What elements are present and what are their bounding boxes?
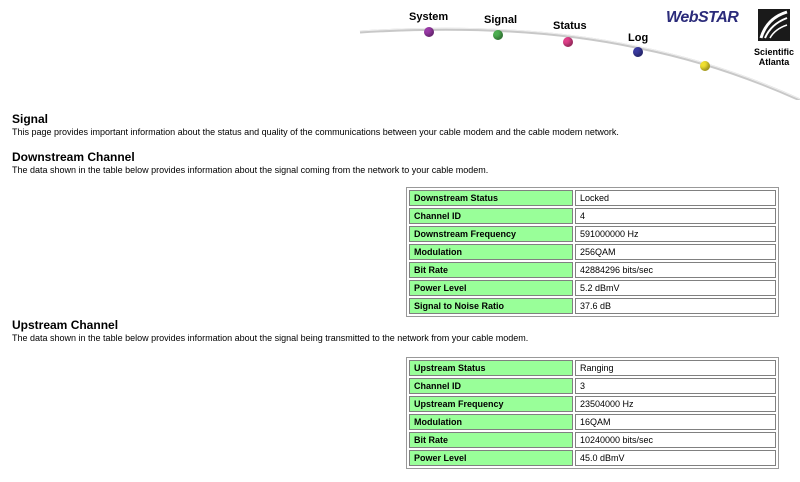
row-value: Ranging: [575, 360, 776, 376]
table-row: [409, 432, 776, 448]
page-title: Signal: [12, 112, 49, 126]
table-row: [409, 244, 776, 260]
row-value: 23504000 Hz: [575, 396, 776, 412]
row-label: Bit Rate: [409, 432, 573, 448]
row-label: Upstream Frequency: [409, 396, 573, 412]
row-value: 5.2 dBmV: [575, 280, 776, 296]
row-value: 10240000 bits/sec: [575, 432, 776, 448]
row-value: 4: [575, 208, 776, 224]
row-label: Channel ID: [409, 378, 573, 394]
upstream-table: [406, 357, 779, 469]
table-row: [409, 226, 776, 242]
row-label: Downstream Status: [409, 190, 573, 206]
row-label: Signal to Noise Ratio: [409, 298, 573, 314]
table-row: [409, 378, 776, 394]
row-value: 3: [575, 378, 776, 394]
table-row: [409, 450, 776, 466]
nav-signal-dot[interactable]: [493, 30, 503, 40]
nav-system-link[interactable]: System: [409, 11, 449, 23]
row-label: Channel ID: [409, 208, 573, 224]
page-description: This page provides important information about the status and quality of the communications between your cable modem and the cable modem network.: [12, 127, 619, 137]
nav-system-dot[interactable]: [424, 27, 434, 37]
table-row: [409, 262, 776, 278]
downstream-table: [406, 187, 779, 317]
sa-name-line2: Atlanta: [758, 57, 790, 67]
nav-signal-link[interactable]: Signal: [484, 14, 518, 26]
header: [0, 0, 800, 100]
row-label: Upstream Status: [409, 360, 573, 376]
nav-status-dot[interactable]: [563, 37, 573, 47]
table-row: [409, 396, 776, 412]
row-value: 37.6 dB: [575, 298, 776, 314]
table-row: [409, 414, 776, 430]
webstar-logo: WebSTAR: [666, 9, 739, 26]
table-row: [409, 190, 776, 206]
row-label: Power Level: [409, 280, 573, 296]
row-value: 45.0 dBmV: [575, 450, 776, 466]
nav-extra-dot[interactable]: [700, 61, 710, 71]
table-row: [409, 360, 776, 376]
nav-log-link[interactable]: Log: [628, 32, 649, 44]
row-label: Modulation: [409, 244, 573, 260]
nav-status-link[interactable]: Status: [553, 20, 587, 32]
downstream-description: The data shown in the table below provides information about the signal coming from the network to your cable modem.: [12, 165, 489, 175]
sa-name-line1: Scientific: [753, 47, 794, 57]
row-label: Bit Rate: [409, 262, 573, 278]
upstream-title: Upstream Channel: [12, 318, 119, 332]
table-row: [409, 208, 776, 224]
downstream-title: Downstream Channel: [12, 150, 135, 164]
row-label: Modulation: [409, 414, 573, 430]
table-row: [409, 298, 776, 314]
scientific-atlanta-logo: [748, 8, 800, 67]
row-label: Downstream Frequency: [409, 226, 573, 242]
row-value: 42884296 bits/sec: [575, 262, 776, 278]
scientific-atlanta-mark-icon: [757, 8, 791, 42]
upstream-description: The data shown in the table below provides information about the signal being transmitted to the network from your cable modem.: [12, 333, 529, 343]
row-label: Power Level: [409, 450, 573, 466]
row-value: Locked: [575, 190, 776, 206]
row-value: 591000000 Hz: [575, 226, 776, 242]
table-row: [409, 280, 776, 296]
row-value: 256QAM: [575, 244, 776, 260]
nav-log-dot[interactable]: [633, 47, 643, 57]
row-value: 16QAM: [575, 414, 776, 430]
